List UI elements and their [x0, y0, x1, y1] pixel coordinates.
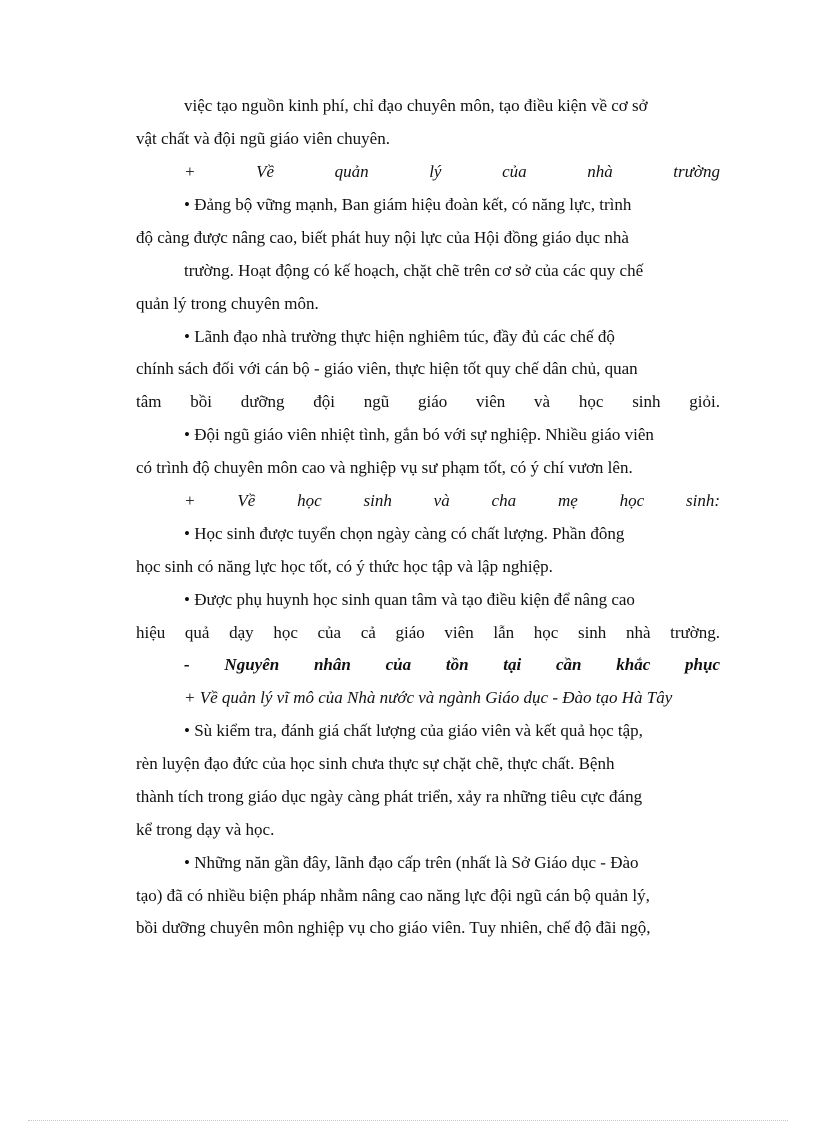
subsection-heading: - Nguyên nhân của tồn tại cần khắc phục: [184, 655, 720, 674]
page-bottom-rule: [28, 1120, 788, 1121]
section-heading: + Về học sinh và cha mẹ học sinh:: [184, 491, 720, 510]
text-line: kể trong dạy và học.: [136, 820, 275, 839]
bullet-item: • Sù kiểm tra, đánh giá chất lượng của giáo viên và kết quả học tập,: [184, 721, 643, 740]
text-line: tạo) đã có nhiều biện pháp nhằm nâng cao năng lực đội ngũ cán bộ quản lý,: [136, 886, 650, 905]
text-line: độ càng được nâng cao, biết phát huy nội lực của Hội đồng giáo dục nhà: [136, 228, 629, 247]
section-heading: + Về quản lý vĩ mô của Nhà nước và ngành Giáo dục - Đào tạo Hà Tây: [184, 688, 673, 707]
bullet-item: • Học sinh được tuyển chọn ngày càng có chất lượng. Phần đông: [184, 524, 625, 543]
text-line: việc tạo nguồn kinh phí, chỉ đạo chuyên môn, tạo điều kiện về cơ sở: [184, 96, 648, 115]
bullet-item: • Đảng bộ vững mạnh, Ban giám hiệu đoàn kết, có năng lực, trình: [184, 195, 632, 214]
bullet-item: • Những năn gần đây, lãnh đạo cấp trên (nhất là Sở Giáo dục - Đào: [184, 853, 639, 872]
section-heading: + Về quản lý của nhà trường: [184, 162, 720, 181]
bullet-item: • Đội ngũ giáo viên nhiệt tình, gắn bó với sự nghiệp. Nhiều giáo viên: [184, 425, 654, 444]
text-line: quản lý trong chuyên môn.: [136, 294, 319, 313]
bullet-item: • Lãnh đạo nhà trường thực hiện nghiêm túc, đầy đủ các chế độ: [184, 327, 615, 346]
text-line: tâm bồi dưỡng đội ngũ giáo viên và học sinh giỏi.: [136, 392, 720, 411]
text-line: học sinh có năng lực học tốt, có ý thức học tập và lập nghiệp.: [136, 557, 553, 576]
text-line: hiệu quả dạy học của cả giáo viên lẫn học sinh nhà trường.: [136, 623, 720, 642]
text-line: chính sách đối với cán bộ - giáo viên, thực hiện tốt quy chế dân chủ, quan: [136, 359, 638, 378]
text-line: trường. Hoạt động có kế hoạch, chặt chẽ trên cơ sở của các quy chế: [184, 261, 644, 280]
text-line: bồi dưỡng chuyên môn nghiệp vụ cho giáo viên. Tuy nhiên, chế độ đãi ngộ,: [136, 918, 651, 937]
bullet-item: • Được phụ huynh học sinh quan tâm và tạo điều kiện để nâng cao: [184, 590, 635, 609]
text-line: thành tích trong giáo dục ngày càng phát triển, xảy ra những tiêu cực đáng: [136, 787, 643, 806]
text-line: rèn luyện đạo đức của học sinh chưa thực sự chặt chẽ, thực chất. Bệnh: [136, 754, 615, 773]
text-line: vật chất và đội ngũ giáo viên chuyên.: [136, 129, 390, 148]
text-line: có trình độ chuyên môn cao và nghiệp vụ sư phạm tốt, có ý chí vươn lên.: [136, 458, 633, 477]
